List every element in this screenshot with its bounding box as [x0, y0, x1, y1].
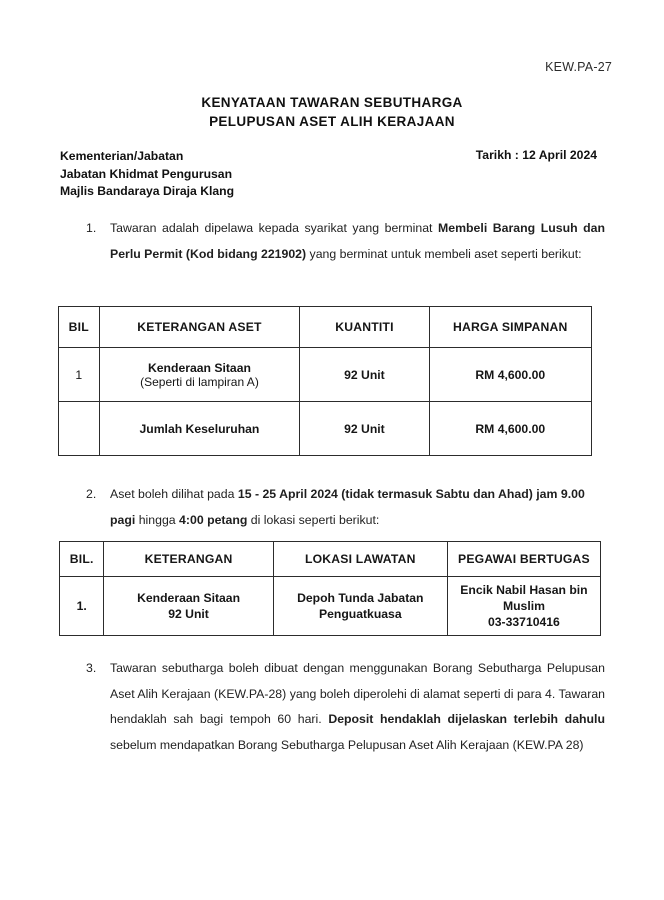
assets-row-1-bil: 1 — [59, 348, 100, 402]
table-row — [59, 348, 592, 402]
visit-header-keterangan: KETERANGAN — [104, 542, 273, 577]
assets-row-2-description: Jumlah Keseluruhan — [99, 402, 300, 456]
visit-row-1-location — [273, 577, 447, 636]
paragraph-1 — [60, 216, 605, 267]
table-row — [59, 402, 592, 456]
assets-header-kuantiti: KUANTITI — [300, 307, 429, 348]
paragraph-1-segment-1: Tawaran adalah dipelawa kepada syarikat yang berminat — [110, 221, 439, 235]
assets-row-2-price: RM 4,600.00 — [429, 402, 591, 456]
assets-header-keterangan: KETERANGAN ASET — [99, 307, 300, 348]
page-title — [0, 93, 664, 131]
table-row — [60, 577, 601, 636]
assets-header-harga: HARGA SIMPANAN — [429, 307, 591, 348]
organisation-line-1: Kementerian/Jabatan — [60, 149, 184, 163]
paragraph-2-segment-4-bold: 4:00 petang — [179, 512, 248, 527]
visit-row-1-bil: 1. — [60, 577, 104, 636]
visit-row-1-officer-name-line-2: Muslim — [502, 599, 545, 613]
visit-row-1-officer — [447, 577, 600, 636]
visit-header-bil: BIL. — [60, 542, 104, 577]
assets-table-header-row — [59, 307, 592, 348]
page-title-line1: KENYATAAN TAWARAN SEBUTHARGA — [201, 95, 463, 110]
paragraph-2-number: 2. — [86, 487, 97, 501]
assets-row-1-quantity: 92 Unit — [300, 348, 429, 402]
assets-row-2-bil — [59, 402, 100, 456]
visit-row-1-desc-line-2: 92 Unit — [168, 607, 209, 621]
paragraph-1-segment-2-bold: Membeli Barang Lusuh dan Perlu Permit (Kod bidang 221902) — [110, 221, 606, 261]
form-code: KEW.PA-27 — [545, 60, 612, 74]
visit-table — [59, 541, 601, 636]
page-title-line2: PELUPUSAN ASET ALIH KERAJAAN — [209, 114, 455, 129]
paragraph-3-segment-3: sebelum mendapatkan Borang Sebutharga Pelupusan Aset Alih Kerajaan (KEW.PA 28) — [110, 737, 584, 752]
paragraph-2-segment-5: di lokasi seperti berikut: — [247, 512, 380, 527]
header-block — [60, 148, 605, 201]
paragraph-2-body — [110, 482, 605, 533]
paragraph-3-number: 3. — [86, 661, 97, 675]
organisation-line-2: Jabatan Khidmat Pengurusan — [60, 166, 233, 181]
assets-header-bil: BIL — [59, 307, 100, 348]
assets-row-1-description — [99, 348, 300, 402]
paragraph-3-body — [110, 656, 605, 758]
assets-row-2-quantity: 92 Unit — [300, 402, 429, 456]
paragraph-3-segment-2-bold: Deposit hendaklah dijelaskan terlebih dahulu — [328, 712, 605, 726]
paragraph-3-segment-1: Tawaran sebutharga boleh dibuat dengan menggunakan Borang Sebutharga Pelupusan Aset Alih Kerajaan (KEW.PA-28) yang boleh diperolehi di alamat seperti di para 4. Tawaran hendaklah sah bagi tempoh 60 hari. — [110, 661, 605, 726]
visit-row-1-description — [104, 577, 273, 636]
paragraph-2-segment-2-bold: 15 - 25 April 2024 (tidak termasuk Sabtu dan Ahad) jam 9.00 pagi — [110, 487, 585, 527]
visit-row-1-officer-name-line-1: Encik Nabil Hasan bin — [460, 583, 588, 597]
assets-row-1-price: RM 4,600.00 — [429, 348, 591, 402]
date-label: Tarikh : 12 April 2024 — [475, 148, 597, 162]
paragraph-1-body — [110, 216, 605, 267]
visit-header-pegawai: PEGAWAI BERTUGAS — [447, 542, 600, 577]
paragraph-2-segment-1: Aset boleh dilihat pada — [110, 487, 238, 501]
visit-row-1-loc-line-2: Penguatkuasa — [318, 607, 402, 621]
paragraph-1-segment-3: yang berminat untuk membeli aset seperti berikut: — [306, 246, 582, 261]
visit-table-header-row — [60, 542, 601, 577]
paragraph-2 — [60, 482, 605, 533]
organisation-line-3: Majlis Bandaraya Diraja Klang — [60, 184, 235, 198]
visit-row-1-loc-line-1: Depoh Tunda Jabatan — [297, 591, 424, 605]
assets-row-1-desc-sub: (Seperti di lampiran A) — [140, 374, 259, 389]
assets-table — [58, 306, 592, 456]
assets-row-1-desc-main: Kenderaan Sitaan — [147, 360, 251, 375]
visit-header-lokasi: LOKASI LAWATAN — [273, 542, 447, 577]
paragraph-1-number: 1. — [86, 221, 97, 235]
paragraph-2-segment-3: hingga — [135, 512, 180, 527]
visit-row-1-desc-line-1: Kenderaan Sitaan — [137, 591, 241, 605]
visit-row-1-officer-phone: 03-33710416 — [488, 615, 560, 629]
paragraph-3 — [60, 656, 605, 758]
organisation-block — [60, 148, 234, 201]
